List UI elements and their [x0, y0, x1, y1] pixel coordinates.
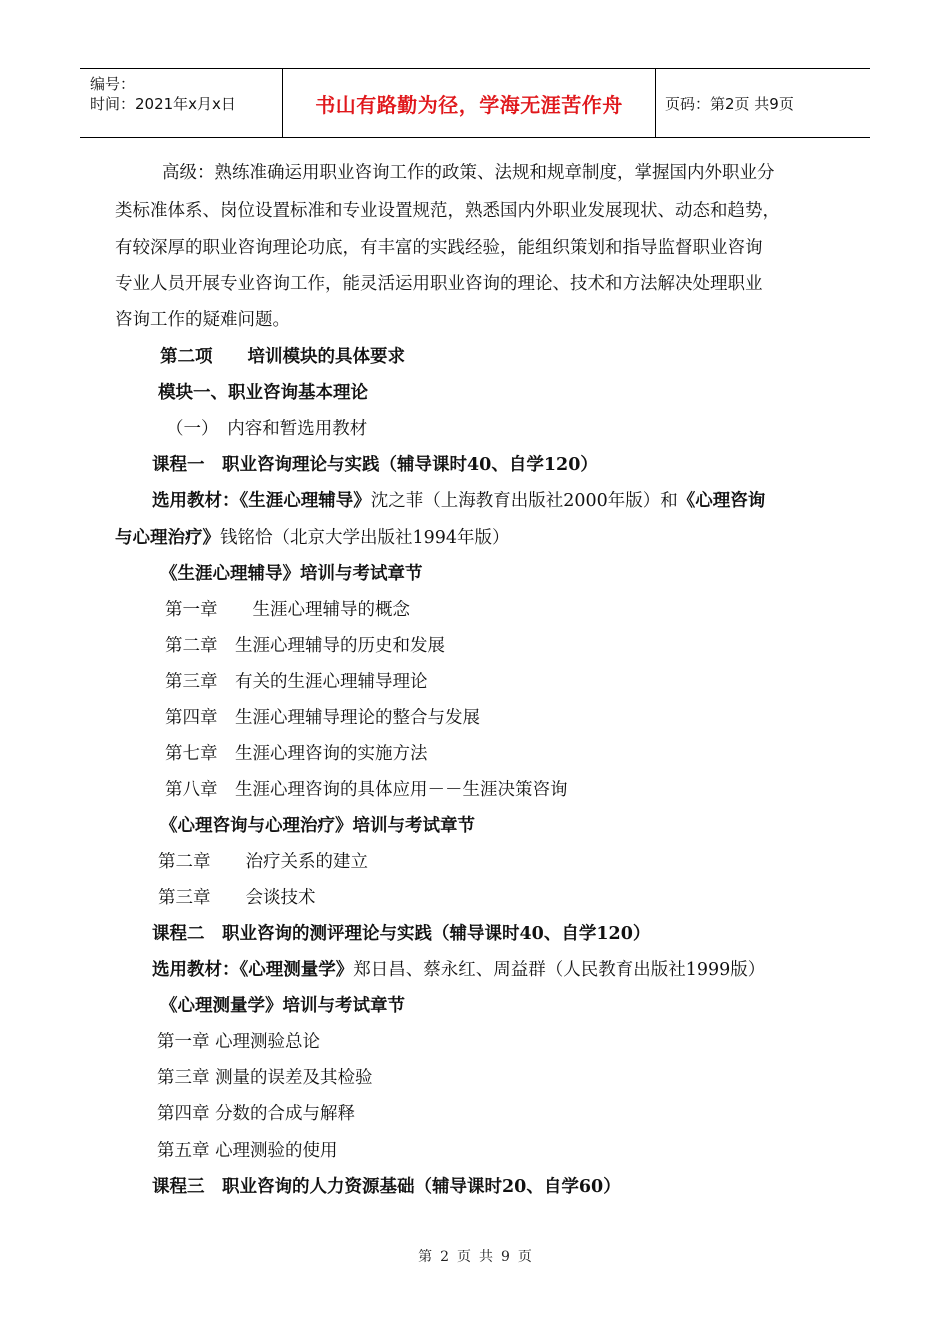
textbook-detail-b: 钱铭恰（北京大学出版社1994年版）	[220, 528, 510, 548]
course1-textbook-line2	[115, 527, 510, 549]
content-heading: （一） 内容和暂选用教材	[166, 419, 368, 439]
number-label: 编号：	[90, 75, 136, 93]
module-title: 模块一、职业咨询基本理论	[158, 383, 368, 403]
textbook-title-a: 《生涯心理辅导》	[239, 491, 371, 511]
page-header	[80, 68, 870, 138]
course2-chapter: 第三章 测量的误差及其检验	[157, 1068, 373, 1088]
intro-line-2: 类标准体系、岗位设置标准和专业设置规范，熟悉国内外职业发展现状、动态和趋势，	[115, 201, 780, 221]
course1-textbook-line1	[152, 490, 765, 512]
footer-current-page: 2	[440, 1249, 449, 1265]
footer-gong: 共	[479, 1249, 493, 1265]
book2-chapter: 第三章 会谈技术	[158, 888, 316, 908]
book1-chapter: 第三章 有关的生涯心理辅导理论	[165, 672, 428, 692]
intro-line-3: 有较深厚的职业咨询理论功底，有丰富的实践经验，能组织策划和指导监督职业咨询	[115, 238, 763, 258]
motto-text: 书山有路勤为径，学海无涯苦作舟	[315, 92, 623, 117]
course2-textbook	[152, 959, 765, 981]
book1-chapter: 第四章 生涯心理辅导理论的整合与发展	[165, 708, 480, 728]
header-left-cell	[80, 69, 283, 137]
book2-chapter: 第二章 治疗关系的建立	[158, 852, 368, 872]
course2-book-heading: 《心理测量学》培训与考试章节	[160, 996, 405, 1016]
course2-chapter: 第五章 心理测验的使用	[157, 1141, 338, 1161]
intro-line-5: 咨询工作的疑难问题。	[115, 310, 290, 330]
course1-title: 课程一 职业咨询理论与实践（辅导课时40、自学120）	[152, 455, 598, 475]
footer-total-pages: 9	[501, 1249, 510, 1265]
textbook-label: 选用教材：	[152, 960, 240, 980]
section-title: 第二项 培训模块的具体要求	[160, 347, 405, 367]
book1-chapter: 第一章 生涯心理辅导的概念	[165, 600, 410, 620]
course2-chapter: 第一章 心理测验总论	[157, 1032, 321, 1052]
book1-chapter: 第七章 生涯心理咨询的实施方法	[165, 744, 428, 764]
textbook-label: 选用教材：	[152, 491, 240, 511]
page-footer	[0, 1246, 950, 1266]
textbook-title-b-start: 《心理咨询	[677, 491, 766, 511]
book1-chapter: 第二章 生涯心理辅导的历史和发展	[165, 636, 445, 656]
textbook-detail: 郑日昌、蔡永红、周益群（人民教育出版社1999版）	[353, 960, 766, 980]
course2-chapter: 第四章 分数的合成与解释	[157, 1104, 356, 1124]
textbook-detail-a: 沈之菲（上海教育出版社2000年版）和	[370, 491, 678, 511]
book2-heading: 《心理咨询与心理治疗》培训与考试章节	[160, 816, 475, 836]
intro-line-4: 专业人员开展专业咨询工作，能灵活运用职业咨询的理论、技术和方法解决处理职业	[115, 274, 763, 294]
footer-ye-2: 页	[517, 1249, 532, 1265]
course3-title: 课程三 职业咨询的人力资源基础（辅导课时20、自学60）	[152, 1177, 621, 1197]
book1-heading: 《生涯心理辅导》培训与考试章节	[160, 564, 423, 584]
textbook-title: 《心理测量学》	[239, 960, 354, 980]
footer-ye: 页	[457, 1249, 471, 1265]
textbook-title-b-end: 与心理治疗》	[115, 528, 220, 548]
course2-title: 课程二 职业咨询的测评理论与实践（辅导课时40、自学120）	[152, 924, 651, 944]
intro-line-1: 高级：熟练准确运用职业咨询工作的政策、法规和规章制度，掌握国内外职业分	[162, 163, 775, 183]
page-number-label: 页码：第2页 共9页	[665, 94, 794, 113]
header-motto-cell	[283, 69, 656, 137]
header-right-cell	[657, 69, 870, 137]
book1-chapter: 第八章 生涯心理咨询的具体应用－－生涯决策咨询	[165, 780, 568, 800]
date-label: 时间：2021年x月x日	[90, 95, 236, 113]
footer-di: 第	[418, 1249, 433, 1265]
